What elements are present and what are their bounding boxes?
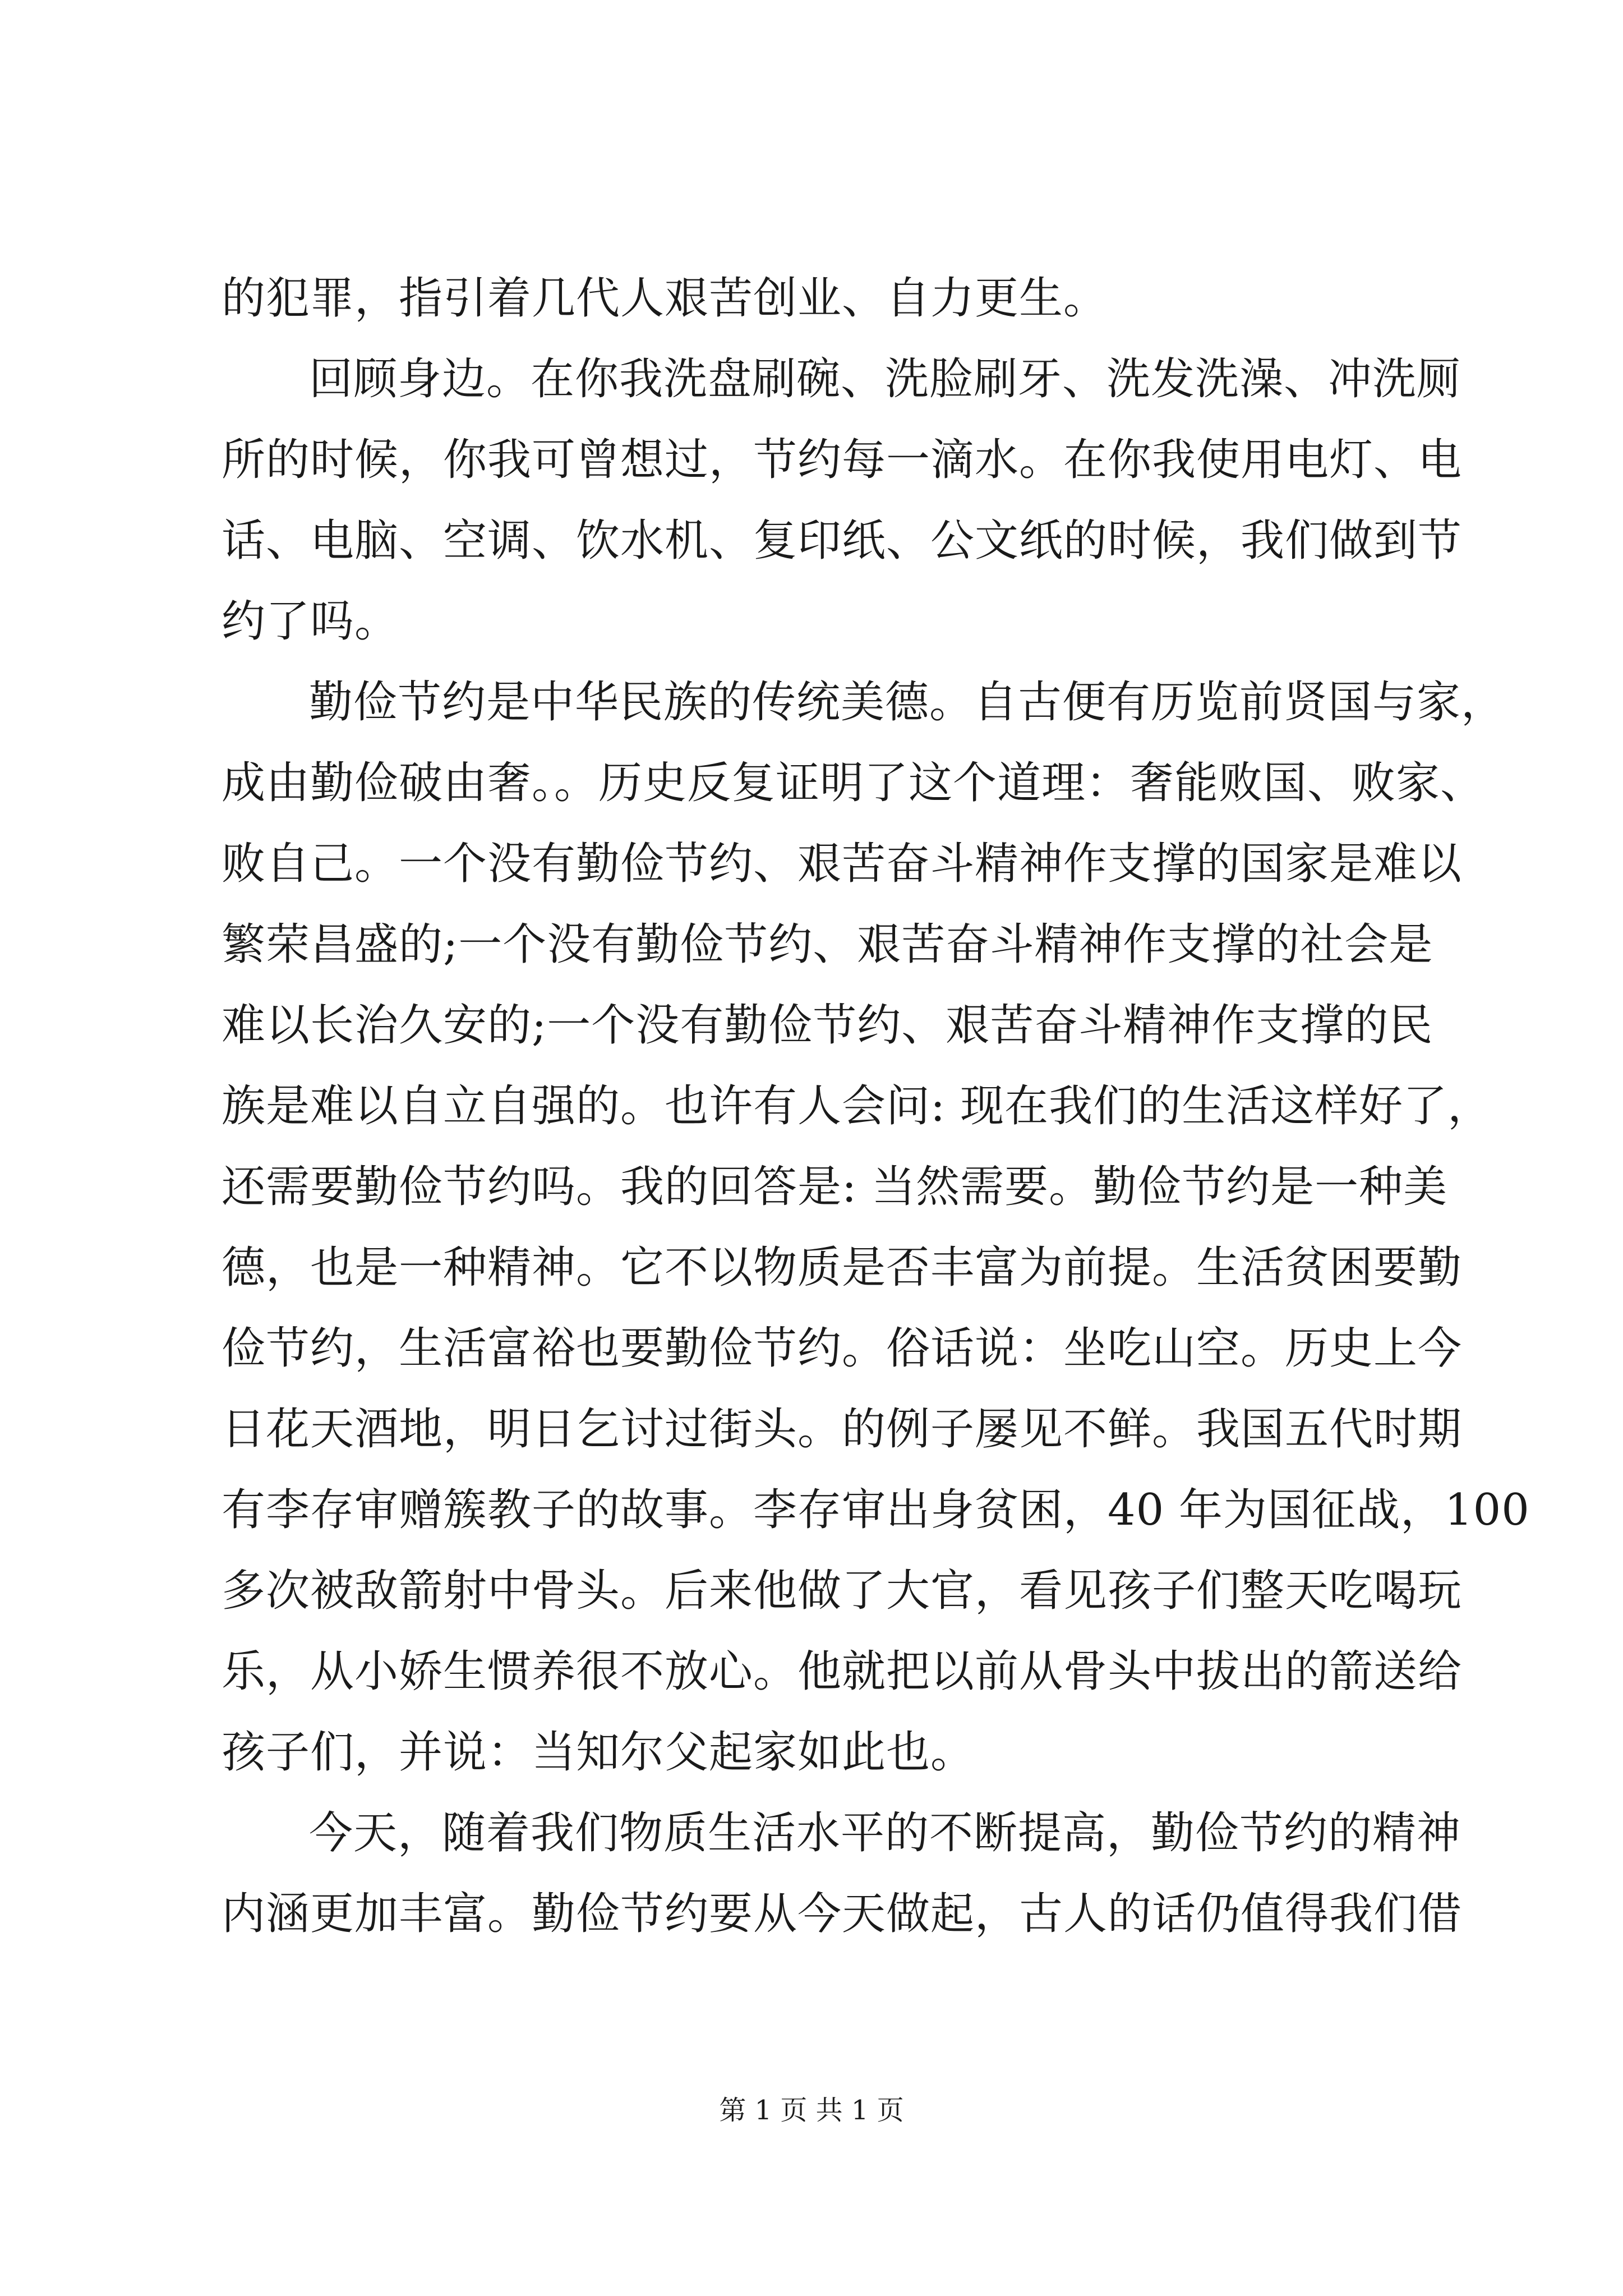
text-line: 多次被敌箭射中骨头。后来他做了大官，看见孩子们整天吃喝玩 xyxy=(222,1566,1463,1616)
text-line: 成由勤俭破由奢。。历史反复证明了这个道理：奢能败国、败家、 xyxy=(222,758,1485,808)
text-line: 德，也是一种精神。它不以物质是否丰富为前提。生活贫困要勤 xyxy=(222,1243,1463,1293)
text-line: 难以长治久安的;一个没有勤俭节约、艰苦奋斗精神作支撑的民 xyxy=(222,1000,1433,1051)
text-line: 日花天酒地，明日乞讨过街头。的例子屡见不鲜。我国五代时期 xyxy=(222,1404,1463,1455)
page-footer: 第 1 页 共 1 页 xyxy=(719,2095,904,2126)
document-body xyxy=(222,258,1530,1954)
text-line: 的犯罪，指引着几代人艰苦创业、自力更生。 xyxy=(222,273,1108,324)
text-line: 内涵更加丰富。勤俭节约要从今天做起，古人的话仍值得我们借 xyxy=(222,1889,1463,1939)
text-line: 孩子们，并说：当知尔父起家如此也。 xyxy=(222,1727,975,1778)
text-line: 回顾身边。在你我洗盘刷碗、洗脸刷牙、洗发洗澡、冲洗厕 xyxy=(309,354,1461,404)
text-line: 话、电脑、空调、饮水机、复印纸、公文纸的时候，我们做到节 xyxy=(222,516,1463,566)
text-line: 乐，从小娇生惯养很不放心。他就把以前从骨头中拔出的箭送给 xyxy=(222,1646,1463,1697)
text-line: 俭节约，生活富裕也要勤俭节约。俗话说：坐吃山空。历史上今 xyxy=(222,1323,1463,1374)
text-line: 族是难以自立自强的。也许有人会问: 现在我们的生活这样好了， xyxy=(222,1081,1492,1131)
text-line: 约了吗。 xyxy=(222,596,399,647)
text-line: 所的时候，你我可曾想过，节约每一滴水。在你我使用电灯、电 xyxy=(222,435,1463,485)
text-line: 今天，随着我们物质生活水平的不断提高，勤俭节约的精神 xyxy=(309,1808,1461,1858)
text-line: 败自己。一个没有勤俭节约、艰苦奋斗精神作支撑的国家是难以 xyxy=(222,839,1463,889)
text-line: 勤俭节约是中华民族的传统美德。自古便有历览前贤国与家， xyxy=(309,677,1506,728)
text-line: 繁荣昌盛的;一个没有勤俭节约、艰苦奋斗精神作支撑的社会是 xyxy=(222,919,1433,970)
text-line: 还需要勤俭节约吗。我的回答是: 当然需要。勤俭节约是一种美 xyxy=(222,1162,1448,1212)
text-line: 有李存审赠簇教子的故事。李存审出身贫困，40 年为国征战，100 xyxy=(222,1485,1530,1535)
